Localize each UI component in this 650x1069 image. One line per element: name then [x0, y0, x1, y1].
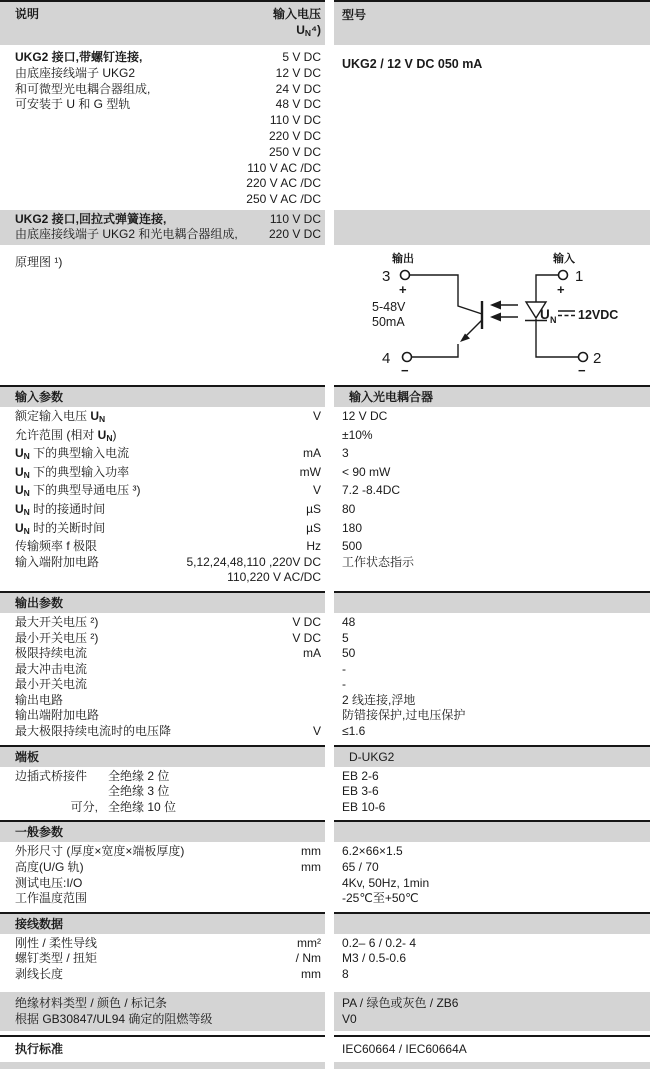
- param-unit: mm: [301, 860, 321, 875]
- param-row: [0, 646, 650, 662]
- param-row: [0, 409, 650, 428]
- param-row: [0, 967, 650, 983]
- param-unit: mm: [301, 844, 321, 859]
- param-value: 12 V DC: [342, 408, 388, 423]
- spring-connection-spacer: [334, 210, 650, 245]
- model-description-line: UKG2 接口,带螺钉连接,: [15, 50, 143, 64]
- param-label: 输入端附加电路: [15, 554, 100, 569]
- param-row-left: [0, 891, 325, 907]
- param-row: [0, 951, 650, 967]
- header-band: [0, 0, 650, 45]
- param-row-left: [0, 539, 325, 555]
- param-label: $U_N$ 下的典型输入电流: [15, 446, 130, 462]
- param-row-left: [0, 860, 325, 876]
- standards-row: [0, 1035, 650, 1060]
- input-voltage-option: 110 V DC: [269, 113, 321, 128]
- section-header-right: [334, 591, 650, 613]
- param-value: 50: [342, 646, 356, 661]
- minus-sign-input: −: [578, 362, 586, 378]
- param-row-left: [0, 936, 325, 952]
- param-label: 外形尺寸 (厚度×宽度×端板厚度): [15, 844, 185, 859]
- terminal-3-number: 3: [382, 267, 391, 285]
- param-row: [0, 724, 650, 740]
- model-description-line: 和可微型光电耦合器组成,: [15, 81, 151, 96]
- input-voltage-option: 250 V DC: [268, 144, 321, 159]
- param-label: 螺钉类型 / 扭矩: [15, 951, 98, 966]
- param-mid-text: 全绝缘 3 位: [108, 784, 170, 799]
- param-value: 工作状态指示: [342, 554, 415, 569]
- param-label: 测试电压:I/O: [15, 875, 83, 890]
- param-unit: V DC: [292, 614, 321, 629]
- param-unit: V DC: [292, 630, 321, 645]
- param-label: 额定输入电压 $U_N$: [15, 408, 106, 424]
- param-row-left: [0, 708, 325, 724]
- param-row: [0, 769, 650, 785]
- plus-sign-output: +: [399, 281, 407, 297]
- param-value: EB 10-6: [342, 799, 386, 814]
- section-header-right: 输入光电耦合器: [334, 385, 650, 407]
- model-description-line: 可安装于 U 和 G 型轨: [15, 97, 131, 112]
- column-header-type: 型号: [342, 8, 367, 22]
- param-value: EB 2-6: [342, 768, 379, 783]
- param-label: $U_N$ 下的典型输入功率: [15, 464, 130, 480]
- spring-row-voltage: 220 V DC: [268, 227, 321, 242]
- param-unit: mm: [301, 967, 321, 981]
- section-band: [0, 820, 650, 842]
- param-row: [0, 844, 650, 860]
- param-unit: µS: [306, 520, 321, 535]
- column-header-description: 说明: [15, 7, 40, 21]
- un-symbol: U: [540, 306, 550, 322]
- input-voltage-option: 5 V DC: [282, 50, 321, 64]
- param-row: [0, 891, 650, 907]
- param-mid-text: 全绝缘 2 位: [108, 768, 170, 783]
- output-range-line2: 50mA: [372, 314, 405, 329]
- param-row-left: [0, 483, 325, 502]
- section-header-left: 输入参数: [0, 385, 325, 407]
- input-voltage-option: 250 V AC /DC: [246, 192, 321, 207]
- param-value: 48: [342, 614, 356, 629]
- param-unit: mm²: [297, 935, 321, 950]
- param-value: 4Kv, 50Hz, 1min: [342, 875, 430, 890]
- param-row: [0, 784, 650, 800]
- param-value: 0.2– 6 / 0.2- 4: [342, 935, 417, 950]
- param-row: [0, 662, 650, 678]
- param-row-left: [0, 570, 325, 586]
- param-label: 工作温度范围: [15, 891, 88, 906]
- input-label: 输入: [553, 252, 575, 265]
- param-row: [0, 483, 650, 502]
- param-unit: V: [312, 408, 321, 423]
- param-row-left: [0, 662, 325, 678]
- param-label: 最大冲击电流: [15, 661, 88, 676]
- param-row: [0, 860, 650, 876]
- param-value: 8: [342, 967, 349, 981]
- param-value: M3 / 0.5-0.6: [342, 951, 407, 966]
- param-value: 5: [342, 630, 349, 645]
- spring-row-label: 由底座接线端子 UKG2 和光电耦合器组成,: [15, 227, 238, 242]
- section-header-right: [334, 912, 650, 934]
- param-value: 180: [342, 520, 363, 535]
- input-voltage-list: [230, 50, 321, 208]
- model-description-line: 由底座接线端子 UKG2: [15, 65, 136, 80]
- param-label: $U_N$ 时的关断时间: [15, 520, 106, 536]
- param-value: 500: [342, 539, 363, 554]
- param-row-left: [0, 800, 325, 816]
- standards-label: 执行标准: [0, 1035, 325, 1060]
- param-unit: / Nm: [295, 951, 321, 966]
- param-label: 最小开关电流: [15, 677, 88, 692]
- param-row-left: [0, 724, 325, 740]
- param-row-left: [0, 428, 325, 447]
- section-band: [0, 385, 650, 407]
- type-name: UKG2 / 12 V DC 050 mA: [342, 57, 483, 71]
- param-row: [0, 570, 650, 586]
- input-voltage-option: 220 V AC /DC: [246, 176, 321, 191]
- insulation-label: 绝缘材料类型 / 颜色 / 标记条: [15, 995, 168, 1010]
- section-header-left: 输出参数: [0, 591, 325, 613]
- param-unit: mW: [299, 464, 321, 479]
- param-label: 边插式桥接件: [15, 768, 88, 783]
- schematic-section: [0, 248, 650, 385]
- param-value: -: [342, 661, 346, 676]
- bottom-strip: [0, 1062, 650, 1069]
- param-label: 刚性 / 柔性导线: [15, 935, 98, 950]
- schematic-title: 原理图 ¹): [15, 254, 63, 269]
- spring-connection-row: [15, 227, 321, 243]
- param-label: 高度(U/G 轨): [15, 860, 84, 875]
- terminal-4-number: 4: [382, 349, 391, 367]
- spring-row-voltage: 110 V DC: [269, 211, 321, 226]
- spring-connection-band: [0, 210, 650, 245]
- section-band: [0, 591, 650, 613]
- param-row-left: [0, 693, 325, 709]
- param-label: 可分,: [70, 799, 98, 814]
- section-rows: [0, 613, 650, 745]
- spring-connection-rows: [0, 210, 325, 245]
- param-value: -: [342, 677, 346, 692]
- param-sections: [0, 385, 650, 988]
- param-row: [0, 428, 650, 447]
- param-row-left: [0, 521, 325, 540]
- terminal-1-number: 1: [575, 267, 584, 285]
- param-value: 6.2×66×1.5: [342, 844, 403, 859]
- param-value: 3: [342, 446, 349, 461]
- param-label: 最大开关电压 ²): [15, 614, 99, 629]
- param-label: [15, 784, 108, 800]
- un-subscript: N: [550, 314, 557, 325]
- insulation-values: [334, 992, 650, 1031]
- section-band: [0, 912, 650, 934]
- param-row: [0, 615, 650, 631]
- param-value: 7.2 -8.4DC: [342, 483, 401, 498]
- param-value: 防错接保护,过电压保护: [342, 708, 466, 723]
- param-row-left: [0, 446, 325, 465]
- section-header-left: 端板: [0, 745, 325, 767]
- param-label: 最大极限持续电流时的电压降: [15, 724, 172, 739]
- spring-row-label: UKG2 接口,回拉式弹簧连接,: [15, 211, 167, 226]
- param-unit: V: [312, 724, 321, 739]
- spring-connection-row: [15, 212, 321, 228]
- insulation-labels: [0, 992, 325, 1031]
- section-band: [0, 745, 650, 767]
- param-row-left: [0, 844, 325, 860]
- output-range-line1: 5-48V: [372, 299, 406, 314]
- param-row-left: [0, 769, 325, 785]
- param-row-left: [0, 409, 325, 428]
- param-unit: 110,220 V AC/DC: [227, 570, 321, 585]
- param-label: 剥线长度: [15, 967, 64, 981]
- emitter-arrow-icon: [460, 333, 470, 342]
- input-voltage-option: 24 V DC: [275, 81, 321, 96]
- param-label: 输出端附加电路: [15, 708, 100, 723]
- insulation-label: 根据 GB30847/UL94 确定的阻燃等级: [15, 1012, 213, 1027]
- param-unit: 5,12,24,48,110 ,220V DC: [186, 554, 321, 569]
- insulation-value: PA / 绿色或灰色 / ZB6: [342, 995, 459, 1010]
- param-row-left: [0, 876, 325, 892]
- param-value: 2 线连接,浮地: [342, 692, 416, 707]
- terminal-2-number: 2: [593, 349, 602, 367]
- param-row-left: [0, 502, 325, 521]
- column-header-input-voltage: 输入电压 $U_N^4$): [272, 7, 321, 38]
- param-label: 输出电路: [15, 692, 64, 707]
- output-label: 输出: [392, 252, 414, 265]
- section-rows: [0, 842, 650, 911]
- param-row-left: [0, 631, 325, 647]
- param-value: ≤1.6: [342, 724, 366, 739]
- param-row: [0, 936, 650, 952]
- param-row-left: [0, 555, 325, 571]
- param-row: [0, 539, 650, 555]
- param-row-left: [0, 646, 325, 662]
- section-header-left: 一般参数: [0, 820, 325, 842]
- param-row-left: [0, 784, 325, 800]
- param-row-left: [0, 465, 325, 484]
- standards-value: IEC60664 / IEC60664A: [334, 1035, 650, 1060]
- param-value: 80: [342, 501, 356, 516]
- param-row-left: [0, 951, 325, 967]
- param-label: 最小开关电压 ²): [15, 630, 99, 645]
- param-row: [0, 876, 650, 892]
- param-row: [0, 800, 650, 816]
- section-rows: [0, 934, 650, 988]
- param-row: [0, 521, 650, 540]
- param-row: [0, 555, 650, 571]
- param-label: $U_N$ 时的接通时间: [15, 501, 106, 517]
- section-rows: [0, 407, 650, 591]
- param-row-left: [0, 615, 325, 631]
- param-row: [0, 708, 650, 724]
- input-voltage-option: 12 V DC: [275, 65, 321, 80]
- param-value: < 90 mW: [342, 464, 391, 479]
- param-row: [0, 677, 650, 693]
- model-description: [15, 50, 230, 208]
- section-rows: [0, 767, 650, 821]
- param-row: [0, 693, 650, 709]
- param-row: [0, 631, 650, 647]
- param-label: 允许范围 (相对 $U_N$): [15, 427, 117, 443]
- optocoupler-circuit-diagram: [334, 248, 650, 380]
- section-header-left: 接线数据: [0, 912, 325, 934]
- param-row-left: [0, 677, 325, 693]
- param-unit: Hz: [306, 539, 321, 554]
- input-voltage-option: 220 V DC: [268, 128, 321, 143]
- input-voltage-option: 48 V DC: [275, 97, 321, 112]
- input-voltage-option: 110 V AC /DC: [247, 160, 321, 175]
- insulation-value: V0: [342, 1012, 357, 1027]
- param-row: [0, 446, 650, 465]
- param-row: [0, 465, 650, 484]
- plus-sign-input: +: [557, 281, 565, 297]
- section-header-right: [334, 820, 650, 842]
- param-value: -25℃至+50℃: [342, 891, 419, 906]
- param-unit: mA: [303, 446, 321, 461]
- param-value: 65 / 70: [342, 860, 379, 875]
- param-unit: V: [312, 483, 321, 498]
- param-label: 极限持续电流: [15, 646, 88, 661]
- param-value: EB 3-6: [342, 784, 379, 799]
- param-label: $U_N$ 下的典型导通电压 ³): [15, 483, 141, 499]
- param-mid-text: 全绝缘 10 位: [108, 799, 177, 814]
- param-value: ±10%: [342, 427, 373, 442]
- section-header-right: D-UKG2: [334, 745, 650, 767]
- param-row: [0, 502, 650, 521]
- insulation-band: [0, 992, 650, 1031]
- light-arrows-icon: [460, 300, 518, 342]
- un-voltage-value: 12VDC: [578, 307, 619, 322]
- param-unit: µS: [306, 501, 321, 516]
- model-section: [0, 45, 650, 208]
- param-row-left: [0, 967, 325, 983]
- param-label: 传输频率 f 极限: [15, 539, 98, 554]
- minus-sign-output: −: [401, 362, 409, 378]
- param-value: [334, 570, 650, 586]
- param-unit: mA: [303, 646, 321, 661]
